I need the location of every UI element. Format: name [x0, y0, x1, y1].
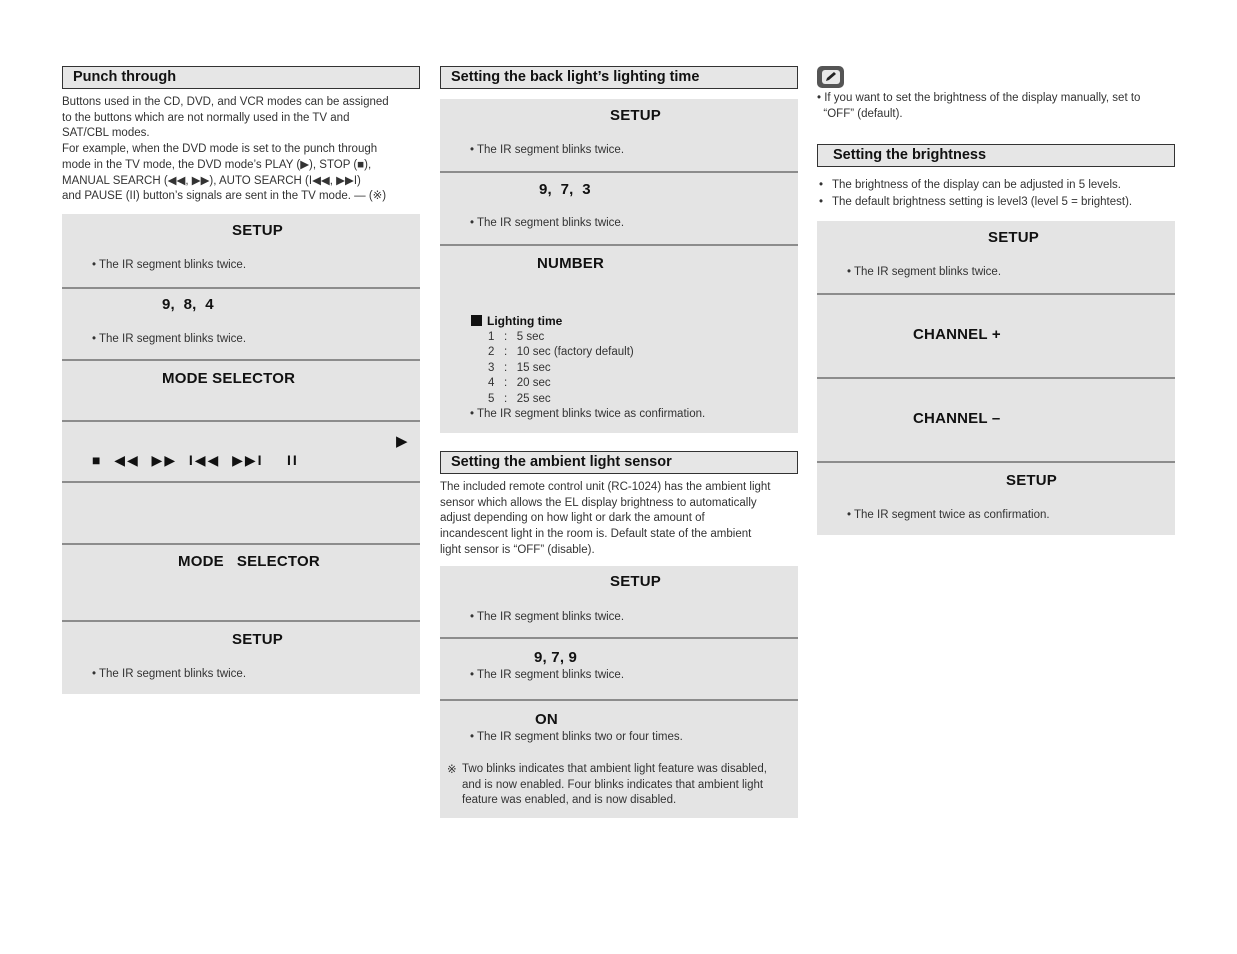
brightness-step-1: [817, 221, 1175, 295]
number-keys: 9, 7, 9: [534, 649, 578, 666]
ambient-step-3: [440, 701, 798, 818]
note-text: • If you want to set the brightness of the display manually, set to “OFF” (default).: [817, 92, 1141, 120]
step-note: • The IR segment twice as confirmation.: [847, 509, 1050, 521]
ambient-heading: Setting the ambient light sensor: [440, 451, 798, 474]
list-item: • The default brightness setting is level3 (level 5 = brightest).: [817, 194, 1175, 211]
square-bullet-icon: [471, 315, 482, 326]
step-note: • The IR segment blinks twice.: [470, 611, 625, 623]
step-note: • The IR segment blinks twice.: [470, 669, 625, 681]
list-item: • The brightness of the display can be adjusted in 5 levels.: [817, 177, 1175, 194]
mode-selector-key: MODE SELECTOR: [178, 553, 320, 570]
lighting-time-row: 3 : 15 sec: [488, 362, 551, 374]
brightness-step-3: [817, 379, 1175, 463]
lighting-time-title: Lighting time: [471, 314, 562, 328]
ambient-step-1: [440, 566, 798, 639]
note-block: [817, 66, 1175, 120]
backlight-step-1: [440, 99, 798, 173]
on-key: ON: [535, 711, 558, 728]
step-note: • The IR segment blinks twice as confirmation.: [470, 408, 706, 420]
punch-through-column: [62, 66, 420, 680]
backlight-ambient-column: [440, 66, 798, 806]
backlight-heading: Setting the back light’s lighting time: [440, 66, 798, 89]
channel-plus-key: CHANNEL +: [913, 326, 1001, 343]
play-icon: ▶: [396, 433, 410, 450]
brightness-column: [817, 66, 1175, 521]
ambient-step-2: [440, 639, 798, 701]
lighting-time-row: 1 : 5 sec: [488, 331, 545, 343]
punch-step-4: [62, 422, 420, 483]
setup-key: SETUP: [988, 229, 1040, 246]
ambient-footnote: Two blinks indicates that ambient light feature was disabled, and is now enabled. Four blinks indicates that ambient light feature was enabled, and is now disabled.: [462, 763, 767, 806]
transport-icons: ■ ◀◀ ▶▶ I◀◀ ▶▶I II: [92, 452, 299, 468]
backlight-step-3: [440, 246, 798, 433]
footnote-mark: ※: [447, 764, 457, 776]
step-note: • The IR segment blinks twice.: [470, 144, 625, 156]
step-note: • The IR segment blinks twice.: [92, 333, 247, 345]
punch-through-heading: Punch through: [62, 66, 420, 89]
punch-step-5: [62, 483, 420, 545]
brightness-step-4: [817, 463, 1175, 535]
brightness-heading: Setting the brightness: [817, 144, 1175, 167]
number-keys: 9, 8, 4: [162, 296, 214, 313]
setup-key: SETUP: [610, 107, 662, 124]
punch-through-description: Buttons used in the CD, DVD, and VCR modes can be assigned to the buttons which are not normally used in the TV and SAT/CBL modes. For example, when the DVD mode is set to the punch through mode in the TV mode, the DVD mode’s PLAY (▶), STOP (■), MANUAL SEARCH (◀◀, ▶▶), AUTO SEARCH (I◀◀, ▶▶I) and PAUSE (II) button’s signals are sent in the TV mode. — (※): [62, 96, 389, 203]
step-note: • The IR segment blinks twice.: [92, 668, 247, 680]
pencil-note-icon: [817, 66, 844, 88]
setup-key: SETUP: [232, 222, 284, 239]
step-note: • The IR segment blinks twice.: [847, 266, 1002, 278]
setup-key: SETUP: [232, 631, 284, 648]
punch-step-6: [62, 545, 420, 622]
backlight-step-2: [440, 173, 798, 246]
mode-selector-key: MODE SELECTOR: [162, 370, 296, 387]
brightness-step-2: [817, 295, 1175, 379]
step-note: • The IR segment blinks twice.: [92, 259, 247, 271]
step-note: • The IR segment blinks twice.: [470, 217, 625, 229]
lighting-time-row: 5 : 25 sec: [488, 393, 551, 405]
setup-key: SETUP: [1006, 472, 1058, 489]
punch-step-3: [62, 361, 420, 422]
brightness-bullets: [817, 177, 1175, 211]
lighting-time-row: 2 : 10 sec (factory default): [488, 346, 634, 358]
punch-step-1: [62, 214, 420, 289]
lighting-time-row: 4 : 20 sec: [488, 377, 551, 389]
step-note: • The IR segment blinks two or four times.: [470, 731, 683, 743]
channel-minus-key: CHANNEL –: [913, 410, 1001, 427]
number-keys: 9, 7, 3: [539, 181, 591, 198]
punch-step-7: [62, 622, 420, 694]
number-key: NUMBER: [537, 255, 605, 272]
setup-key: SETUP: [610, 573, 662, 590]
punch-step-2: [62, 289, 420, 361]
ambient-description: The included remote control unit (RC-1024) has the ambient light sensor which allows the EL display brightness to automatically adjust depending on how light or dark the amount of incandescent light in the room is. Default state of the ambient light sensor is “OFF” (disable).: [440, 481, 771, 556]
